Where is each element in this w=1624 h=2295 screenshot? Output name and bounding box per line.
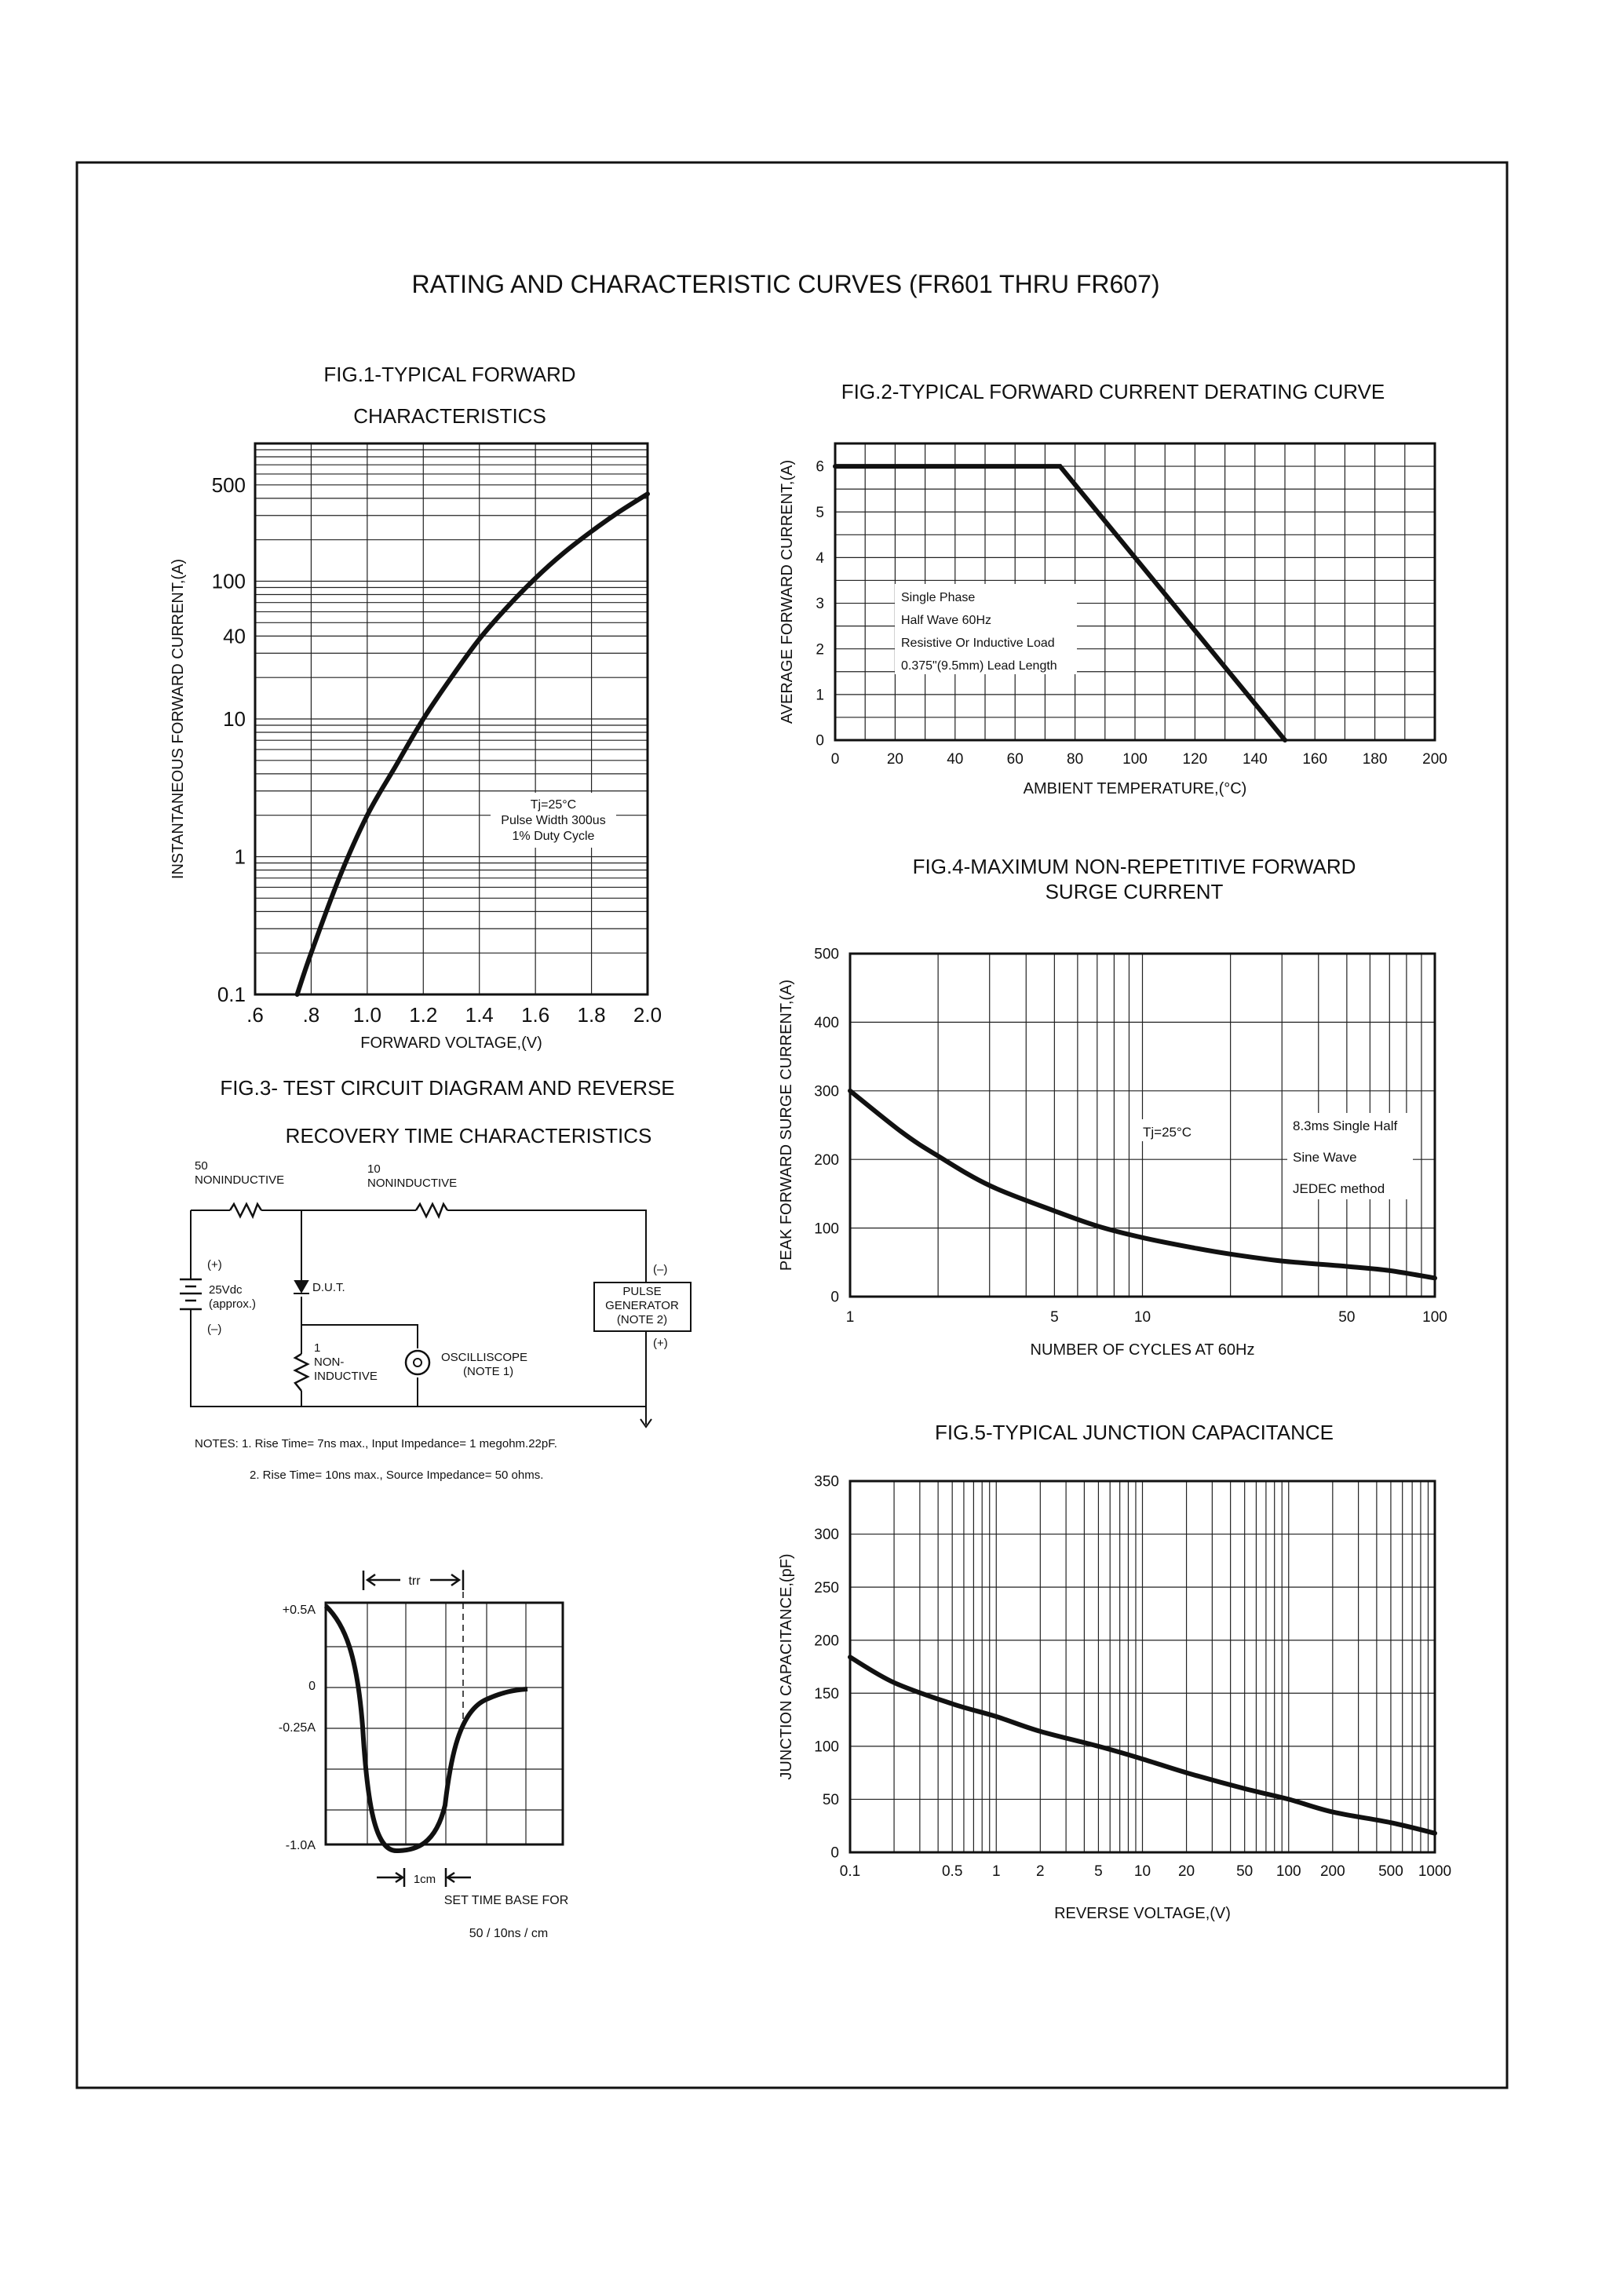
x-tick-label: 1 [991, 1863, 1001, 1880]
fig1-annotation-line: Tj=25°C [530, 798, 577, 812]
x-tick-label: 40 [947, 751, 964, 768]
r3-type1: NON- [314, 1355, 345, 1369]
x-tick-label: 80 [1067, 751, 1084, 768]
y-tick-label: 10 [223, 707, 246, 732]
y-axis-label: PEAK FORWARD SURGE CURRENT,(A) [778, 979, 795, 1272]
battery-approx: (approx.) [209, 1297, 257, 1311]
y-tick-label: 350 [814, 1473, 839, 1490]
x-tick-label: 500 [1378, 1863, 1403, 1880]
x-tick-label: 10 [1133, 1863, 1151, 1880]
y-tick-label: 2 [816, 641, 824, 659]
fig2-annotation-line: Resistive Or Inductive Load [901, 637, 1055, 650]
dut-diode-symbol [294, 1281, 309, 1293]
time-base-note-line1: SET TIME BASE FOR [443, 1894, 569, 1907]
r3-value: 1 [314, 1341, 321, 1355]
ground-arrow [640, 1401, 651, 1427]
fig3-title-line2: RECOVERY TIME CHARACTERISTICS [285, 1124, 652, 1148]
x-tick-label: 1000 [1418, 1863, 1452, 1880]
battery-symbol [180, 1279, 202, 1309]
x-tick-label: 160 [1302, 751, 1328, 768]
x-tick-label: 180 [1362, 751, 1388, 768]
time-base-note-line2: 50 / 10ns / cm [469, 1927, 549, 1940]
x-tick-label: 100 [1122, 751, 1148, 768]
battery-minus: (–) [207, 1323, 222, 1336]
fig2-chart [779, 380, 1447, 797]
recovery-waveform [279, 1570, 568, 1940]
y-axis-label: INSTANTANEOUS FORWARD CURRENT,(A) [170, 558, 187, 880]
fig1-annotation-line: Pulse Width 300us [501, 814, 606, 827]
wave-y-tick-label: +0.5A [282, 1604, 316, 1617]
fig5-title: FIG.5-TYPICAL JUNCTION CAPACITANCE [934, 1421, 1334, 1444]
cm-label: 1cm [413, 1873, 436, 1886]
x-tick-label: 20 [886, 751, 903, 768]
y-tick-label: 100 [211, 569, 246, 593]
x-tick-label: .8 [302, 1003, 320, 1027]
fig4-title-line2: SURGE CURRENT [1045, 880, 1224, 903]
fig4-annotation-right-line: JEDEC method [1293, 1181, 1385, 1196]
battery-value: 25Vdc [209, 1283, 243, 1297]
r2-type: NONINDUCTIVE [367, 1177, 458, 1190]
y-tick-label: 200 [814, 1633, 839, 1650]
x-axis-label: REVERSE VOLTAGE,(V) [1054, 1905, 1231, 1922]
x-tick-label: 20 [1177, 1863, 1195, 1880]
r1-type: NONINDUCTIVE [195, 1173, 285, 1187]
y-tick-label: 0 [830, 1844, 839, 1862]
fig4-title-line1: FIG.4-MAXIMUM NON-REPETITIVE FORWARD [912, 855, 1356, 878]
fig1-title-line1: FIG.1-TYPICAL FORWARD [323, 363, 576, 386]
x-tick-label: 0 [830, 751, 840, 768]
x-tick-label: 0.5 [941, 1863, 963, 1880]
fig1-chart [170, 363, 662, 1052]
wave-y-tick-label: 0 [308, 1680, 316, 1693]
circuit-left-wire [191, 1210, 646, 1407]
y-tick-label: 500 [211, 472, 246, 497]
x-tick-label: 0.1 [839, 1863, 861, 1880]
scope-label2: (NOTE 1) [463, 1365, 514, 1378]
y-tick-label: 1 [234, 845, 246, 869]
x-tick-label: 1.0 [352, 1003, 381, 1027]
x-tick-label: 100 [1422, 1309, 1447, 1326]
fig3-note2: 2. Rise Time= 10ns max., Source Impedance= 50 ohms. [250, 1469, 544, 1482]
x-tick-label: 1 [845, 1309, 855, 1326]
x-tick-label: 5 [1094, 1863, 1103, 1880]
y-tick-label: 40 [223, 624, 246, 648]
x-tick-label: 10 [1133, 1309, 1151, 1326]
y-tick-label: 50 [822, 1792, 839, 1809]
y-tick-label: 400 [814, 1015, 839, 1032]
trr-label: trr [408, 1574, 421, 1588]
wave-y-tick-label: -0.25A [278, 1721, 316, 1735]
y-tick-label: 100 [814, 1739, 839, 1756]
resistor-10-symbol [416, 1204, 447, 1217]
fig4-annotation-right-line: 8.3ms Single Half [1293, 1118, 1398, 1133]
y-tick-label: 100 [814, 1220, 839, 1238]
oscilloscope-center [414, 1359, 422, 1366]
y-tick-label: 300 [814, 1527, 839, 1544]
y-tick-label: 6 [816, 458, 824, 476]
scope-label1: OSCILLISCOPE [441, 1351, 528, 1364]
x-axis-label: FORWARD VOLTAGE,(V) [360, 1034, 542, 1052]
pulse-label2: GENERATOR [605, 1299, 679, 1312]
x-tick-label: 50 [1236, 1863, 1254, 1880]
x-axis-label: NUMBER OF CYCLES AT 60Hz [1030, 1341, 1255, 1359]
fig3-circuit-diagram [180, 1076, 691, 1482]
resistor-1-symbol [295, 1354, 308, 1391]
x-tick-label: .6 [246, 1003, 264, 1027]
fig3-title-line1: FIG.3- TEST CIRCUIT DIAGRAM AND REVERSE [220, 1076, 675, 1100]
oscilloscope-symbol [406, 1351, 429, 1374]
fig2-annotation-line: Single Phase [901, 591, 976, 604]
dut-label: D.U.T. [312, 1281, 345, 1294]
fig3-note1: NOTES: 1. Rise Time= 7ns max., Input Impedance= 1 megohm.22pF. [195, 1437, 557, 1450]
x-tick-label: 120 [1182, 751, 1208, 768]
fig5-chart [778, 1421, 1451, 1922]
y-tick-label: 300 [814, 1083, 839, 1100]
page-title: RATING AND CHARACTERISTIC CURVES (FR601 THRU FR607) [411, 270, 1160, 298]
x-tick-label: 1.6 [521, 1003, 550, 1027]
x-tick-label: 200 [1422, 751, 1447, 768]
x-tick-label: 1.8 [577, 1003, 606, 1027]
x-tick-label: 2 [1036, 1863, 1045, 1880]
y-tick-label: 0 [830, 1289, 839, 1306]
x-axis-label: AMBIENT TEMPERATURE,(°C) [1023, 780, 1247, 797]
x-tick-label: 1.4 [465, 1003, 494, 1027]
y-tick-label: 3 [816, 596, 824, 613]
y-tick-label: 250 [814, 1579, 839, 1596]
x-tick-label: 50 [1338, 1309, 1356, 1326]
y-tick-label: 150 [814, 1685, 839, 1702]
fig4-annotation-left: Tj=25°C [1143, 1125, 1192, 1140]
pulse-label3: (NOTE 2) [616, 1313, 668, 1326]
y-axis-label: JUNCTION CAPACITANCE,(pF) [778, 1553, 795, 1780]
y-axis-label: AVERAGE FORWARD CURRENT,(A) [779, 459, 796, 724]
wave-y-tick-label: -1.0A [285, 1839, 316, 1852]
fig4-chart [778, 855, 1447, 1359]
x-tick-label: 5 [1050, 1309, 1059, 1326]
x-tick-label: 100 [1275, 1863, 1301, 1880]
x-tick-label: 140 [1242, 751, 1268, 768]
x-tick-label: 2.0 [633, 1003, 662, 1027]
x-tick-label: 60 [1006, 751, 1024, 768]
y-tick-label: 0 [816, 732, 824, 750]
y-tick-label: 4 [816, 550, 824, 567]
fig4-annotation-right-line: Sine Wave [1293, 1150, 1357, 1165]
resistor-50-symbol [230, 1204, 261, 1217]
fig2-title: FIG.2-TYPICAL FORWARD CURRENT DERATING CURVE [841, 380, 1385, 403]
data-series-line [297, 494, 648, 994]
pulse-minus: (–) [653, 1263, 668, 1276]
pulse-label1: PULSE [622, 1285, 662, 1298]
y-tick-label: 0.1 [217, 983, 246, 1007]
y-tick-label: 5 [816, 504, 824, 521]
circuit-top-wire [191, 1210, 646, 1401]
x-tick-label: 200 [1319, 1863, 1345, 1880]
y-tick-label: 500 [814, 946, 839, 963]
fig2-annotation-line: 0.375"(9.5mm) Lead Length [901, 659, 1057, 673]
y-tick-label: 200 [814, 1151, 839, 1169]
pulse-plus: (+) [653, 1337, 668, 1350]
x-tick-label: 1.2 [409, 1003, 438, 1027]
r3-type2: INDUCTIVE [314, 1370, 378, 1383]
battery-plus: (+) [207, 1258, 222, 1272]
r1-value: 50 [195, 1159, 208, 1173]
fig2-annotation-line: Half Wave 60Hz [901, 614, 991, 627]
fig1-annotation-line: 1% Duty Cycle [512, 830, 595, 843]
y-tick-label: 1 [816, 687, 824, 704]
fig1-title-line2: CHARACTERISTICS [353, 404, 546, 428]
r2-value: 10 [367, 1162, 381, 1176]
